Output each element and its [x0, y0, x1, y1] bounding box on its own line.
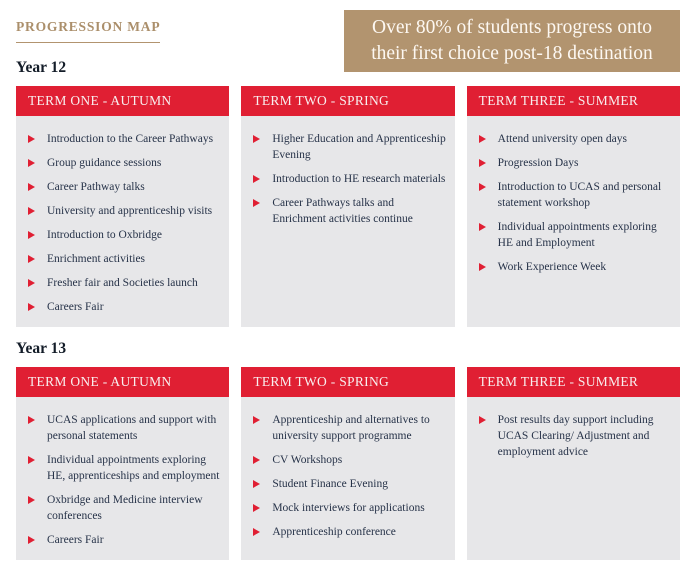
triangle-bullet-icon	[28, 231, 35, 239]
triangle-bullet-icon	[28, 135, 35, 143]
term-item	[479, 179, 674, 211]
term-item	[253, 500, 448, 516]
term-body	[16, 116, 229, 327]
term-header: TERM THREE - SUMMER	[467, 367, 680, 397]
triangle-bullet-icon	[253, 135, 260, 143]
triangle-bullet-icon	[28, 159, 35, 167]
term-column	[241, 367, 454, 560]
term-item-text: Apprenticeship conference	[272, 526, 396, 538]
term-item-text: Apprenticeship and alternatives to university support programme	[272, 414, 430, 442]
term-item	[479, 259, 674, 275]
term-body	[16, 397, 229, 560]
banner	[344, 10, 680, 72]
term-item-text: Higher Education and Apprenticeship Evening	[272, 133, 446, 161]
term-item	[28, 532, 223, 548]
triangle-bullet-icon	[28, 207, 35, 215]
term-item-text: CV Workshops	[272, 454, 343, 466]
term-item-text: Individual appointments exploring HE and Employment	[497, 221, 657, 249]
term-item	[253, 131, 448, 163]
term-header: TERM TWO - SPRING	[241, 86, 454, 116]
term-item	[28, 155, 223, 171]
term-item	[253, 452, 448, 468]
triangle-bullet-icon	[479, 223, 486, 231]
term-item	[28, 492, 223, 524]
page-title: PROGRESSION MAP	[16, 19, 160, 43]
term-item-text: Introduction to Oxbridge	[47, 229, 162, 241]
year-section	[16, 340, 680, 560]
term-item	[479, 131, 674, 147]
term-item-text: UCAS applications and support with personal statements	[47, 414, 217, 442]
term-item	[253, 195, 448, 227]
term-column	[16, 367, 229, 560]
term-item	[479, 155, 674, 171]
term-item	[253, 476, 448, 492]
triangle-bullet-icon	[28, 536, 35, 544]
triangle-bullet-icon	[28, 496, 35, 504]
term-item-text: Introduction to the Career Pathways	[47, 133, 214, 145]
term-item-text: Mock interviews for applications	[272, 502, 425, 514]
triangle-bullet-icon	[253, 480, 260, 488]
term-item	[253, 412, 448, 444]
term-item	[253, 171, 448, 187]
year-section	[16, 59, 680, 327]
triangle-bullet-icon	[253, 175, 260, 183]
term-item-text: Fresher fair and Societies launch	[47, 277, 198, 289]
term-item	[28, 412, 223, 444]
term-item	[28, 203, 223, 219]
term-item-text: Oxbridge and Medicine interview conferences	[47, 494, 203, 522]
triangle-bullet-icon	[479, 159, 486, 167]
term-item-text: University and apprenticeship visits	[47, 205, 213, 217]
term-item	[28, 452, 223, 484]
term-body	[467, 116, 680, 327]
term-item-text: Introduction to HE research materials	[272, 173, 446, 185]
triangle-bullet-icon	[28, 303, 35, 311]
term-item-text: Careers Fair	[47, 301, 104, 313]
term-item	[28, 179, 223, 195]
term-item	[253, 524, 448, 540]
term-body	[467, 397, 680, 560]
triangle-bullet-icon	[479, 183, 486, 191]
term-item-text: Progression Days	[497, 157, 579, 169]
year-label: Year 13	[16, 340, 67, 357]
term-item-text: Careers Fair	[47, 534, 104, 546]
term-item	[28, 299, 223, 315]
term-item-text: Work Experience Week	[497, 261, 607, 273]
triangle-bullet-icon	[28, 456, 35, 464]
term-grid	[16, 367, 680, 560]
term-column	[467, 367, 680, 560]
triangle-bullet-icon	[28, 279, 35, 287]
triangle-bullet-icon	[479, 263, 486, 271]
term-body	[241, 116, 454, 327]
triangle-bullet-icon	[253, 528, 260, 536]
term-item	[28, 227, 223, 243]
term-item-text: Student Finance Evening	[272, 478, 388, 490]
triangle-bullet-icon	[28, 183, 35, 191]
triangle-bullet-icon	[253, 416, 260, 424]
term-item-text: Career Pathways talks and Enrichment activities continue	[272, 197, 413, 225]
term-item-text: Career Pathway talks	[47, 181, 145, 193]
term-item	[28, 275, 223, 291]
term-grid	[16, 86, 680, 327]
triangle-bullet-icon	[28, 255, 35, 263]
term-header: TERM ONE - AUTUMN	[16, 86, 229, 116]
term-header: TERM ONE - AUTUMN	[16, 367, 229, 397]
triangle-bullet-icon	[479, 135, 486, 143]
term-item	[28, 131, 223, 147]
triangle-bullet-icon	[253, 456, 260, 464]
term-item-text: Individual appointments exploring HE, apprenticeships and employment	[47, 454, 220, 482]
triangle-bullet-icon	[479, 416, 486, 424]
term-item	[28, 251, 223, 267]
term-item-text: Attend university open days	[497, 133, 628, 145]
term-item	[479, 412, 674, 460]
term-column	[467, 86, 680, 327]
triangle-bullet-icon	[253, 504, 260, 512]
triangle-bullet-icon	[28, 416, 35, 424]
triangle-bullet-icon	[253, 199, 260, 207]
term-column	[241, 86, 454, 327]
year-label: Year 12	[16, 59, 67, 76]
term-column	[16, 86, 229, 327]
term-item-text: Post results day support including UCAS Clearing/ Adjustment and employment advice	[497, 414, 654, 458]
term-header: TERM TWO - SPRING	[241, 367, 454, 397]
term-item	[479, 219, 674, 251]
term-header: TERM THREE - SUMMER	[467, 86, 680, 116]
term-item-text: Enrichment activities	[47, 253, 146, 265]
term-item-text: Introduction to UCAS and personal statement workshop	[497, 181, 662, 209]
sections-container	[16, 59, 680, 560]
term-body	[241, 397, 454, 560]
banner-text: Over 80% of students progress onto their first choice post-18 destination	[371, 17, 653, 64]
term-item-text: Group guidance sessions	[47, 157, 162, 169]
